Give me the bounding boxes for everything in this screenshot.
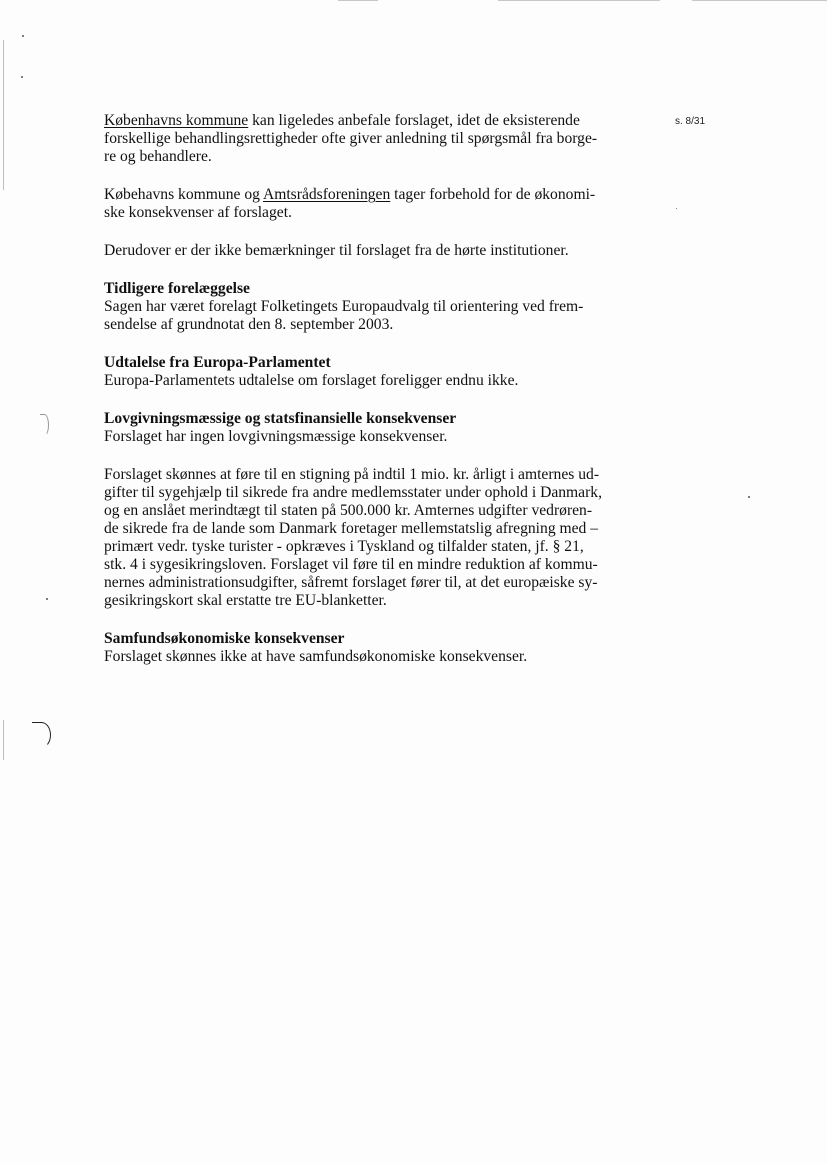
section — [104, 410, 629, 446]
text-line: ske konsekvenser af forslaget. — [104, 204, 292, 221]
text-line: primært vedr. tyske turister - opkræves i Tyskland og tilfalder staten, jf. § 21, — [104, 538, 584, 555]
section — [104, 630, 629, 666]
text-span: Købehavns kommune og — [104, 186, 263, 203]
text-line: Forslaget skønnes ikke at have samfundsøkonomiske konsekvenser. — [104, 648, 528, 665]
text-line: re og behandlere. — [104, 148, 212, 165]
text-line: Forslaget har ingen lovgivningsmæssige konsekvenser. — [104, 428, 448, 445]
scan-mark — [338, 0, 378, 1]
text-span: kan ligeledes anbefale forslaget, idet de eksisterende — [248, 112, 580, 129]
document-body — [104, 112, 629, 686]
scan-mark — [692, 0, 827, 1]
text-line: de sikrede fra de lande som Danmark foretager mellemstatslig afregning med – — [104, 520, 599, 537]
section — [104, 280, 629, 334]
text-line: nernes administrationsudgifter, såfremt forslaget fører til, at det europæiske sy- — [104, 574, 598, 591]
text-line — [104, 112, 629, 130]
underlined-term: Amtsrådsforeningen — [262, 186, 391, 203]
section-heading: Lovgivningsmæssige og statsfinansielle konsekvenser — [104, 410, 457, 427]
text-line: og en anslået merindtægt til staten på 500.000 kr. Amternes udgifter vedrøren- — [104, 502, 593, 519]
text-line: Derudover er der ikke bemærkninger til forslaget fra de hørte institutioner. — [104, 242, 569, 259]
punch-hole-mark — [40, 414, 49, 436]
scan-edge — [3, 40, 4, 190]
page-number: s. 8/31 — [675, 116, 706, 127]
scan-speck — [46, 598, 48, 600]
section — [104, 354, 629, 390]
scan-speck — [748, 496, 750, 498]
section-heading: Samfundsøkonomiske konsekvenser — [104, 630, 345, 647]
scan-speck — [21, 76, 23, 78]
scan-mark — [498, 0, 660, 1]
text-line: Europa-Parlamentets udtalelse om forslaget foreligger endnu ikke. — [104, 372, 519, 389]
text-line: Forslaget skønnes at føre til en stigning på indtil 1 mio. kr. årligt i amternes ud- — [104, 466, 600, 483]
punch-hole-mark — [32, 722, 51, 748]
scan-edge — [3, 720, 4, 760]
underlined-term: Københavns kommune — [104, 112, 249, 129]
paragraph — [104, 242, 629, 260]
text-line: forskellige behandlingsrettigheder ofte giver anledning til spørgsmål fra borge- — [104, 130, 598, 147]
paragraph — [104, 112, 629, 166]
paragraph — [104, 466, 629, 610]
text-line: gesikringskort skal erstatte tre EU-blanketter. — [104, 592, 387, 609]
text-span: tager forbehold for de økonomi- — [390, 186, 596, 203]
text-line: sendelse af grundnotat den 8. september 2003. — [104, 316, 394, 333]
section-heading: Tidligere forelæggelse — [104, 280, 250, 297]
text-line: stk. 4 i sygesikringsloven. Forslaget vil føre til en mindre reduktion af kommu- — [104, 556, 598, 573]
text-line — [104, 186, 629, 204]
section-heading: Udtalelse fra Europa-Parlamentet — [104, 354, 331, 371]
scan-speck — [676, 208, 677, 209]
paragraph — [104, 186, 629, 222]
text-line: Sagen har været forelagt Folketingets Europaudvalg til orientering ved frem- — [104, 298, 584, 315]
text-line: gifter til sygehjælp til sikrede fra andre medlemsstater under ophold i Danmark, — [104, 484, 602, 501]
scan-speck — [22, 35, 24, 37]
